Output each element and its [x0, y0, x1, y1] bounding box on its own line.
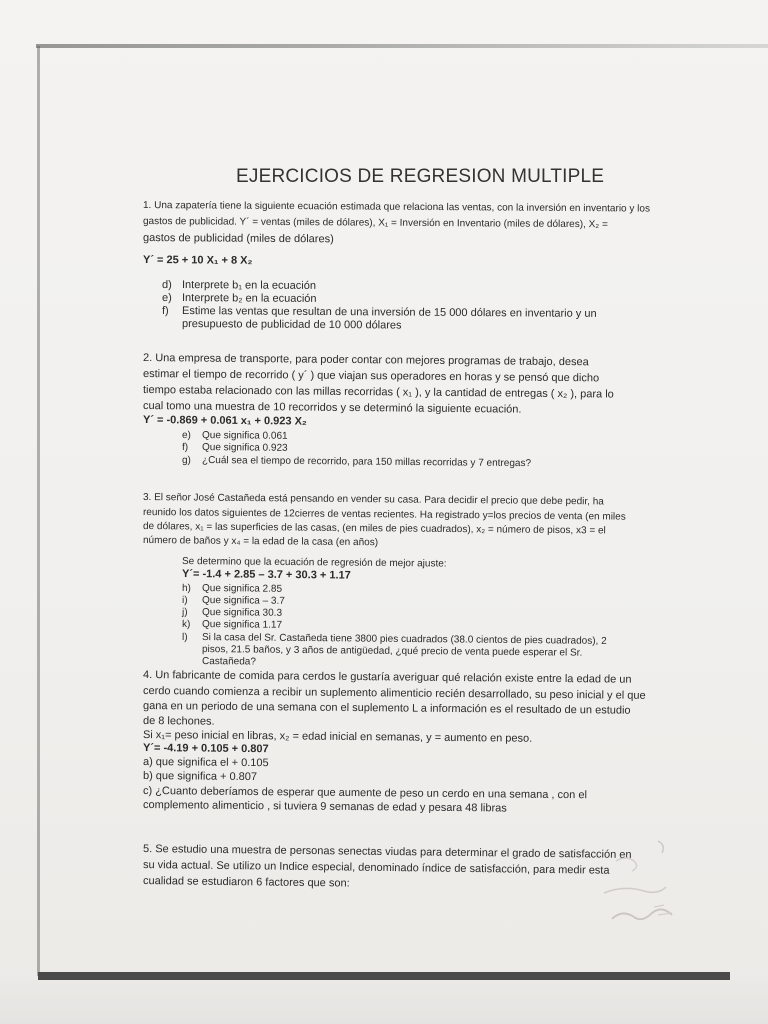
exercise-3-item-text: Si la casa del Sr. Castañeda tiene 3800 pies cuadrados (38.0 cientos de pies cuadrados), 2	[201, 632, 607, 647]
exercise-5-line-3: cualidad se estudiaron 6 factores que son:	[142, 875, 350, 890]
exercise-2-item-text: Que significa 0.061	[201, 430, 288, 442]
exercise-3-item-text: Que significa – 3.7	[201, 595, 285, 607]
exercise-2-item-marker: f)	[181, 442, 189, 454]
exercise-2-line-1: 2. Una empresa de transporte, para poder contar con mejores programas de trabajo, desea	[142, 352, 589, 369]
exercise-1-item-marker: e)	[161, 292, 172, 305]
exercise-1-line-1: 1. Una zapatería tiene la siguiente ecuación estimada que relaciona las ventas, con la inversión en inventario y los	[142, 200, 651, 215]
exercise-1-item-text: Estime las ventas que resultan de una inversión de 15 000 dólares en inventario y un	[181, 305, 597, 320]
exercise-3-item-marker: j)	[181, 607, 188, 619]
exercise-3-item-marker: i)	[181, 595, 188, 607]
exercise-1-line-3: gastos de publicidad (miles de dólares)	[142, 232, 334, 246]
exercise-1-item-marker: d)	[161, 279, 172, 292]
exercise-4-line-3: gana en un periodo de una semana con el suplemento L a información es el resultado de un estudio	[142, 700, 631, 717]
exercise-2-item-marker: g)	[181, 455, 191, 467]
exercise-3-item-text: Que significa 30.3	[201, 607, 283, 619]
exercise-4-line-5: Si x₁= peso inicial en libras, x₂ = edad inicial en semanas, y = aumento en peso.	[142, 729, 533, 745]
exercise-2-line-4: cual tomo una muestra de 10 recorridos y se determinó la siguiente ecuación.	[142, 400, 522, 416]
exercise-2-item-marker: e)	[181, 430, 191, 442]
exercise-3-equation: Y´= -1.4 + 2.85 – 3.7 + 30.3 + 1.17	[181, 568, 351, 582]
exercise-4-line-1: 4. Un fabricante de comida para cerdos le gustaría averiguar qué relación existe entre la edad de un	[142, 669, 632, 686]
exercise-1-item-text: Interprete b₂ en la ecuación	[181, 292, 317, 305]
exercise-1-line-2: gastos de publicidad. Y´ = ventas (miles de dólares), X₁ = Inversión en Inventario (miles de dólares), X₂ =	[142, 216, 608, 231]
exercise-3-line-3: de dólares, x₁ = las superficies de las casas, (en miles de pies cuadrados), x₂ = número de pisos, x3 = el	[142, 521, 606, 537]
exercise-3-item-text: Castañeda?	[201, 656, 256, 668]
exercise-3-item-text: Que significa 1.17	[201, 619, 283, 631]
exercise-3-item-marker: l)	[181, 632, 188, 644]
exercise-1-item-marker: f)	[161, 305, 169, 318]
page-title: EJERCICIOS DE REGRESION MULTIPLE	[236, 166, 605, 187]
exercise-4-line-4: de 8 lechones.	[142, 715, 215, 728]
exercise-4-question-c-line-2: complemento alimenticio , si tuviera 9 semanas de edad y pesara 48 libras	[142, 799, 507, 815]
exercise-2-line-3: tiempo estaba relacionado con las millas recorridas ( x₁ ), y la cantidad de entregas ( x₂ ), para lo	[142, 384, 614, 401]
exercise-4-question-b: b) que significa + 0.807	[142, 770, 258, 784]
exercise-3-item-marker: k)	[181, 619, 191, 631]
bleed-through-marks	[596, 835, 706, 945]
exercise-5-line-1: 5. Se estudio una muestra de personas senectas viudas para determinar el grado de satisfacción en	[142, 843, 632, 861]
exercise-3-line-5: Se determino que la ecuación de regresión de mejor ajuste:	[181, 556, 447, 570]
exercise-5-line-2: su vida actual. Se utilizo un Indice especial, denominado índice de satisfacción, para medir esta	[142, 859, 610, 877]
exercise-4-question-c-line-1: c) ¿Cuanto deberíamos de esperar que aumente de peso un cerdo en una semana , con el	[142, 785, 587, 802]
exercise-1-equation: Y´ = 25 + 10 X₁ + 8 X₂	[142, 254, 253, 267]
exercise-2-item-text: Que significa 0.923	[201, 442, 288, 454]
exercise-4-question-a: a) que significa el + 0.105	[142, 756, 269, 770]
exercise-1-item-text: presupuesto de publicidad de 10 000 dólares	[181, 318, 402, 332]
exercise-2-item-text: ¿Cuál sea el tiempo de recorrido, para 150 millas recorridas y 7 entregas?	[201, 455, 532, 470]
exercise-3-item-text: Que significa 2.85	[201, 583, 283, 595]
exercise-3-item-text: pisos, 21.5 baños, y 3 años de antigüedad, ¿qué precio de venta puede esperar el Sr.	[201, 644, 583, 659]
exercise-3-item-marker: h)	[181, 583, 191, 595]
exercise-1-item-text: Interprete b₁ en la ecuación	[181, 279, 317, 292]
exercise-4-equation: Y´= -4.19 + 0.105 + 0.807	[142, 742, 269, 756]
exercise-3-line-2: reunido los datos siguientes de 12cierres de ventas recientes. Ha registrado y=los precios de venta (en miles	[142, 507, 626, 523]
exercise-3-line-4: número de baños y x₄ = la edad de la casa (en años)	[142, 535, 379, 549]
exercise-2-line-2: estimar el tiempo de recorrido ( y´ ) que viajan sus operadores en horas y se pensó que dicho	[142, 368, 600, 385]
exercise-3-line-1: 3. El señor José Castañeda está pensando en vender su casa. Para decidir el precio que debe pedir, ha	[142, 492, 604, 508]
exercise-2-equation: Y´ = -0.869 + 0.061 x₁ + 0.923 X₂	[142, 414, 307, 428]
exercise-4-line-2: cerdo cuando comienza a recibir un suplemento alimenticio recién desarrollado, su peso inicial y el que	[142, 685, 646, 702]
